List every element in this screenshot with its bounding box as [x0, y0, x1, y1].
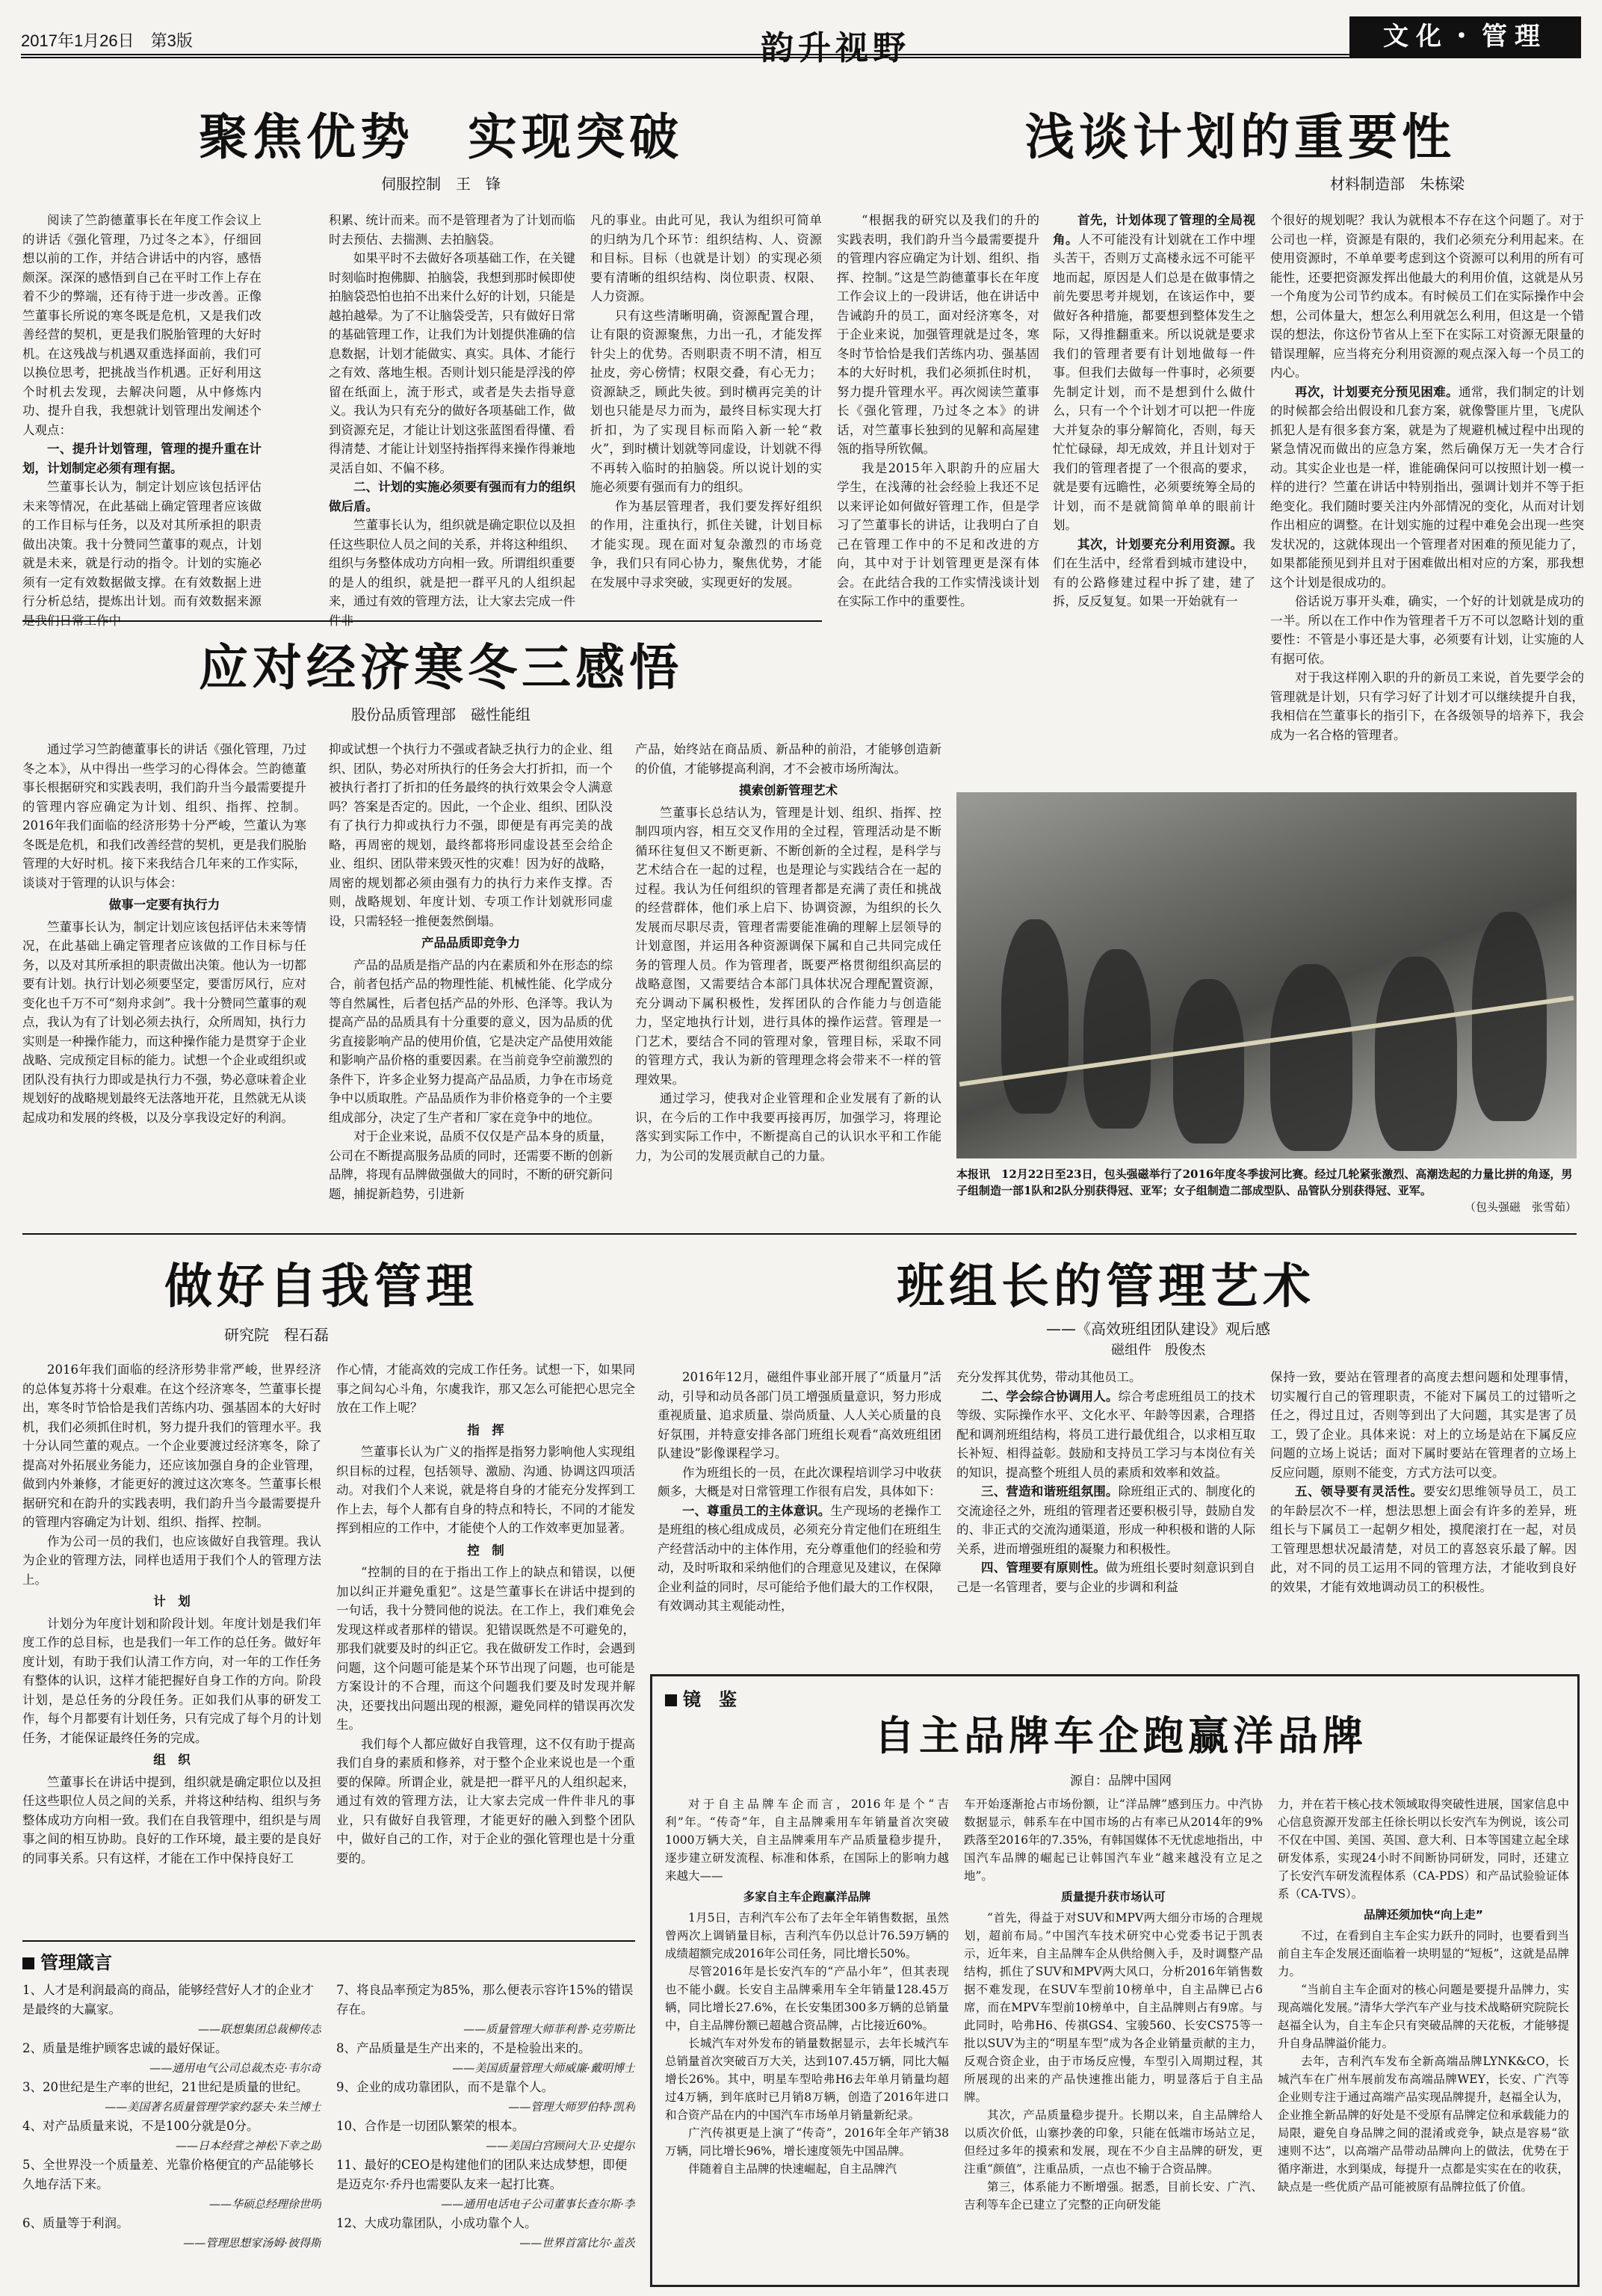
article-title-brands: 自主品牌车企跑赢洋品牌 — [874, 1712, 1367, 1759]
self-body-col2: 作心情，才能高效的完成工作任务。试想一下，如果同事之间勾心斗角，尔虞我诈，那又怎么可能把心思完全放在工作上呢？ 指 挥 竺董事长认为广义的指挥是指努力影响他人实现组织目标的过程，包括领导、激励、沟通、协调这四项活动。对我们个人来说，就是将自身的才能充分发挥到工作上去，每个人都有自身的特点和特长，不同的才能发挥到相应的工作中，才能使个人的工作效率更加显著。 控 制 “控制的目的在于指出工作上的缺点和错误，以便加以纠正并避免重犯”。这是竺董事长在讲话中提到的一句话，我十分赞同他的说法。在工作上，我们难免会发现这样或者那样的错误。犯错误既然是不可避免的，那我们就要及时的纠正它。我在做研发工作时，会遇到问题，这个问题可能是某个环节出现了问题，也可能是方案设计的不合理，而这个问题我们要及时发现并解决，还要找出问题出现的根源，避免同样的错误再次发生。 我们每个人都应做好自我管理，这不仅有助于提高我们自身的素质和修养，对于整个企业来说也是一个重要的保障。所谓企业，就是把一群平凡的人组织起来，通过有效的管理方法，让大家去完成一件件非凡的事业，只有做好自我管理，才能更好的融入到整个团队中，做好自己的工作，对于企业的强化管理也是十分重要的。 — [336, 1363, 635, 1866]
maxim-item: 7、将良品率预定为85%，那么便表示容许15%的错误存在。 ——质量管理大师菲利普·克劳斯比 — [336, 1983, 635, 2036]
winter-body-col2: 抑或试想一个执行力不强或者缺乏执行力的企业、组织、团队，势必对所执行的任务会大打折扣，而一个被执行者打了折扣的任务最终的执行效果会令人满意吗？答案是否定的。因此，一个企业、组织、团队没有了执行力抑或执行力不强，即便是有再完美的战略，再周密的规划，最终都将形同虚设甚至会给企业、组织、团队带来毁灭性的灾难！因为好的战略，周密的规划都必须由强有力的执行力来作支撑。否则，战略规划、年度计划、专项工作计划就形同虚设，只需轻轻一推便轰然倒塌。 产品品质即竞争力 产品的品质是指产品的内在素质和外在形态的综合，前者包括产品的物理性能、机械性能、化学成分等自然属性，后者包括产品的外形、色泽等。我认为提高产品的品质具有十分重要的意义，因为品质的优劣直接影响产品的使用价值，它是决定产品使用效能和影响产品价格的重要因素。在当前竞争空前激烈的条件下，许多企业努力提高产品品质，力争在市场竞争中以质取胜。产品品质作为非价格竞争的一个主要组成部分，决定了生产者和厂家在竞争中的地位。 对于企业来说，品质不仅仅是产品本身的质量，公司在不断提高服务品质的同时，还需要不断的创新品牌，将现有品牌做强做大的同时，不断的研究新问题，捕捉新趋势，引进新 — [329, 742, 613, 1201]
article-title-leader: 班组长的管理艺术 — [897, 1259, 1315, 1315]
maxims-col2 — [336, 1981, 635, 2295]
divider-mid — [22, 1233, 1577, 1235]
maxim-item: 2、质量是维护顾客忠诚的最好保证。 ——通用电气公司总裁杰克·韦尔奇 — [22, 2041, 321, 2075]
divider-art3 — [22, 620, 822, 622]
figure — [1472, 912, 1547, 1121]
photo-caption: 本报讯 12月22日至23日，包头强磁举行了2016年度冬季拔河比赛。经过几轮紧张激烈、高潮迭起的力量比拼的角逐，男子组制造一部1队和2队分别获得冠、亚军；女子组制造二部成型队、品管队分别获得冠、亚军。 （包头强磁 张雪茹） — [956, 1167, 1577, 1214]
article-byline-leader: 磁组件 殷俊杰 — [1111, 1342, 1205, 1358]
article-source-brands: 源自：品牌中国网 — [1070, 1774, 1172, 1789]
article-title-winter: 应对经济寒冬三感悟 — [199, 639, 683, 697]
square-bullet-icon — [665, 1694, 677, 1706]
photo-credit: （包头强磁 张雪茹） — [1464, 1200, 1577, 1214]
maxims-label: 管理箴言 — [22, 1948, 112, 1974]
mirror-label: 镜 鉴 — [665, 1685, 737, 1711]
planning-body-a: “根据我的研究以及我们的升的实践表明，我们韵升当今最需要提升的管理内容应确定为计划、组织、指挥、控制。”这是竺韵德董事长在年度工作会议上的一段讲话，他在讲话中告诫韵升的员工，面对经济寒冬，对于企业来说，加强管理就是过冬，寒冬时节恰恰是我们苦练内功、强基固本的大好时机，我们必须抓住时机，努力提升管理水平。再次阅读竺董事长《强化管理，乃过冬之本》的讲话，对竺董事长独到的见解和高屋建瓴的指导所钦佩。 我是2015年入职韵升的应届大学生，在浅薄的社会经验上我还不足以来评论如何做好管理工作，但是学习了竺董事长的讲话，让我明白了自己在管理工作中的不足和改进的方向，其中对于计划管理更是深有体会。在此结合我的工作实情浅谈计划在实际工作中的重要性。 首先，计划体现了管理的全局视角。人不可能没有计划就在工作中埋头苦干，否则万丈高楼永远不可能平地而起，原因是人们总是在做事情之前先要思考并规划，在该运作中，要做好各种措施，都要想到整体发生之际，又得推翻重来。所以说就是要求我们的管理者要有计划地做每一件事。但我们去做每一件事时，必须要先制定计划，而不是想到什么做什么，只有一个个计划才可以把一件庞大并复杂的事分解简化，否则，每天忙忙碌碌，却无成效，并且计划对于我们的管理者提了一个很高的要求，就是要有远瞻性，必须要统筹全局的计划，而不是就简简单单的眼前计划。 其次，计划要充分利用资源。我们在生活中，经常看到城市建设中，有的公路修建过程中拆了建，建了拆，反反复复。如果一开始就有一 — [837, 213, 1255, 608]
article-subtitle-leader: ——《高效班组团队建设》观后感 — [1046, 1320, 1270, 1338]
article-title-planning: 浅谈计划的重要性 — [1025, 108, 1456, 166]
maxim-item: 3、20世纪是生产率的世纪，21世纪是质量的世纪。 ——美国著名质量管理学家约瑟夫·朱兰博士 — [22, 2080, 321, 2114]
maxim-item: 10、合作是一切团队繁荣的根本。 ——美国白宫顾问大卫·史提尔 — [336, 2119, 635, 2152]
page-header — [21, 22, 1581, 67]
self-body-col1: 2016年我们面临的经济形势非常严峻，世界经济的总体复苏将十分艰难。在这个经济寒冬，竺董事长提出，寒冬时节恰恰是我们苦练内功、强基固本的大好时机，我们必须抓住时机，努力提升我们的管理水平。我十分认同竺董的观点。一个企业要渡过经济寒冬，除了提高对外拓展业务能力，还应该加强自身的企业管理，做到内外兼修，才能更好的渡过这次寒冬。竺董事长根据研究和在韵升的实践表明，我们韵升当今最需要提升的管理内容确定为计划、组织、指挥、控制。 作为公司一员的我们，也应该做好自我管理。我认为企业的管理方法，同样也适用于我们个人的管理方法上。 计 划 计划分为年度计划和阶段计划。年度计划是我们年度工作的总目标，也是我们一年工作的总任务。做好年度计划，有助于我们认清工作方向，对一年的工作任务有整体的认识，这样才能把握好自身工作的方向。阶段计划，是总任务的分段任务。正如我们从事的研发工作，每个月都要有计划任务，只有完成了每个月的计划任务，才能保证最终任务的完成。 组 织 竺董事长在讲话中提到，组织就是确定职位以及担任这些职位人员之间的关系，并将这种结构、组织与务整体成功方向相一致。我们在自我管理中，组织是与周事之间的相互协助。良好的工作环境，最主要的是良好的同事关系。只有这样，才能在工作中保持良好工 — [22, 1363, 321, 1866]
figure — [1270, 964, 1352, 1151]
brands-body-col1: 对于自主品牌车企而言，2016年是个“吉利”年。“传奇”年，自主品牌乘用车年销量首次突破1000万辆大关，自主品牌乘用车产品质量稳步提升，逐步建立研发流程、标准和体系，在国际上的影响力越来越大—— 多家自主车企跑赢洋品牌 1月5日，吉利汽车公布了去年全年销售数据，虽然曾两次上调销量目标，吉利汽车仍以总计76.59万辆的成绩超额完成2016年公司任务，同比增长50%。 尽管2016年是长安汽车的“产品小年”，但其表现也不能小觑。长安自主品牌乘用车全年销量128.45万辆，同比增长27.6%，在长安集团300多万辆的总销量中，自主品牌份额已超越合资品牌，占比接近60%。 长城汽车对外发布的销量数据显示，去年长城汽车总销量首次突破百万大关，达到107.45万辆，同比大幅增长26%。其中，明星车型哈弗H6去年单月销量均超过4万辆，到年底时已月销8万辆，创造了2016年进口和合资产品在内的中国汽车市场单月销量新纪录。 广汽传祺更是上演了“传奇”，2016年全年产销38万辆，同比增长96%，增长速度领先中国品牌。 伴随着自主品牌的快速崛起，自主品牌汽 — [665, 1797, 949, 2176]
maxim-item: 5、全世界没一个质量差、光靠价格便宜的产品能够长久地存活下来。 ——华硕总经理徐世明 — [22, 2158, 321, 2211]
article-title-focus: 聚焦优势 实现突破 — [199, 108, 683, 166]
article-body-col3: 凡的事业。由此可见，我认为组织可简单的归纳为几个环节：组织结构、人、资源和目标。目标（也就是计划）的实现必须要有清晰的组织结构、岗位职责、权限、人力资源。 只有这些清晰明确，资源配置合理，让有限的资源聚焦，力出一孔，才能发挥针尖上的优势。否则职责不明不清，相互扯皮，旁心傍情；权限交叠，有心无力；资源缺乏，顾此失彼。到时横再完美的计划也只能是尽力而为，最终目标实现大打折扣，为了实现目标而陷入新一轮“救火”，到时横计划就等同虚设，计划就不得不再转入临时的拍脑袋。所以说计划的实施必须要有强而有力的组织。 作为基层管理者，我们要发挥好组织的作用，注重执行，抓住关键，计划目标才能实现。现在面对复杂激烈的市场竞争，我们只有同心协力，聚焦优势，才能在发展中寻求突破，实现更好的发展。 — [590, 213, 822, 590]
winter-body-col1: 通过学习竺韵德董事长的讲话《强化管理，乃过冬之本》，从中得出一些学习的心得体会。竺韵德董事长根据研究和实践表明，我们韵升当今最需要提升的管理内容应确定为计划、组织、指挥、控制。2016年我们面临的经济形势十分严峻，竺董认为寒冬既是危机，和我们改善经营的契机，更是我们脱胎管理的大好时机。接下来我结合几年来的工作实际，谈谈对于管理的认识与体会： 做事一定要有执行力 竺董事长认为，制定计划应该包括评估未来等情况，在此基础上确定管理者应该做的工作目标与任务，以及对其所承担的职责做出决策。他认为一切都要有计划。执行计划必须要坚定，要雷厉风行，应对变化也千万不可“刻舟求剑”。我十分赞同竺董事的观点，我认为有了计划必须去执行，众所周知，执行力实则是一种操作能力，而这种操作能力是贯穿于企业战略、完成预定目标的能力。试想一个企业或组织或团队没有执行力即或是执行力不强，势必意味着企业规划好的战略规划最终无法落地开花，且然就无从谈起成功和发展的终极，以及分享我设定好的利润。 — [22, 742, 306, 1125]
leader-body-col3: 保持一致，要站在管理者的高度去想问题和处理事情，切实履行自己的管理职责，不能对下属员工的过错听之任之，得过且过，否则等到出了大问题，其实是害了员工，毁了企业。具体来说：对上的立场是站在下属反应问题的立场上说话；面对下属时要站在管理者的立场上反应问题，原则不能变，方式方法可以变。 五、领导要有灵活性。要安幻思维领导员工，员工的年龄层次不一样，想法思想上面会有许多的差异，班组长与下属员工一起朝夕相处，摸爬滚打在一起，对员工管理思想状况最清楚，对员工的喜怒哀乐最了解。因此，对不同的员工运用不同的管理方法，才能收到良好的效果，才能有效地调动员工的积极性。 — [1270, 1370, 1577, 1594]
leader-body-col2: 充分发挥其优势，带动其他员工。 二、学会综合协调用人。综合考虑班组员工的技术等级、实际操作水平、文化水平、年龄等因素，合理搭配和调剂班组结构，将员工进行最优组合，以求相互取长补短、相得益彰。鼓励和支持员工学习与本岗位有关的知识，提高整个班组人员的素质和效率和效益。 三、营造和谐班组氛围。除班组正式的、制度化的交流途径之外，班组的管理者还要积极引导，鼓励自发的、非正式的交流沟通渠道，形成一种积极和谐的人际关系，进而增强班组的凝聚力和积极性。 四、管理要有原则性。做为班组长要时刻意识到自己是一名管理者，要与企业的步调和利益 — [956, 1370, 1255, 1594]
brands-body-col2: 车开始逐渐抢占市场份额，让“洋品牌”感到压力。中汽协数据显示，韩系车在中国市场的占有率已从2014年的9%跌落至2016年的7.35%，有韩国媒体不无忧虑地指出，中国汽车品牌的崛起已让韩国汽车业“越来越没有立足之地”。 质量提升获市场认可 “首先，得益于对SUV和MPV两大细分市场的合理规划，超前布局。”中国汽车技术研究中心党委书记于凯表示，近年来，自主品牌车企从供给侧入手，及时调整产品结构，抓住了SUV和MPV两大风口，分析2016年销售数据不难发现，在SUV车型前10榜单中，自主品牌已占6席，而在MPV车型前10榜单中，自主品牌则占有9席。与此同时，哈弗H6、传祺GS4、宝骏560、长安CS75等一批以SUV为主的“明星车型”成为各企业销量贡献的主力，反观合资企业，由于市场反应慢，车型引入周期过程，其所展现的出来的产品快速推出能力，明显落后于自主品牌。 其次，产品质量稳步提升。长期以来，自主品牌给人以质次价低，山寨抄袭的印象，只能在低端市场站立足，但经过多年的摸索和发展，现在不少自主品牌的研发，更注重“颜值”，注重品质，一点也不输于合资品牌。 第三，体系能力不断增强。据悉，目前长安、广汽、吉利等车企已建立了完整的正向研发能 — [964, 1797, 1263, 2212]
article-body-col2: 积累、统计而来。而不是管理者为了计划而临时去预估、去揣测、去拍脑袋。 如果平时不去做好各项基础工作，在关键时刻临时抱佛脚、拍脑袋，我想到那时候即使拍脑袋恐怕也拍不出来什么好的计划，只能是越拍越晕。为了不让脑袋受苦，只有做好日常的基础管理工作，让我们为计划提供准确的信息数据，计划才能做实、真实。具体、才能行之有效、落地生根。否则计划只能是浮浅的停留在纸面上，流于形式，或者是失去指导意义。我认为只有充分的做好各项基础工作，做到资源充足，才能让计划这张蓝图看得懂、看得清楚、才能让计划坚持指挥得来操作得兼地灵活自如、不偏不移。 二、计划的实施必须要有强而有力的组织做后盾。 竺董事长认为，组织就是确定职位以及担任这些职位人员之间的关系，并将这种组织、组织与务整体成功方向相一致。所谓组织重要的是人的组织，就是把一群平凡的人组织起来，通过有效的管理方法，让大家去完成一件件非 — [329, 213, 575, 628]
article-byline-planning: 材料制造部 朱栋梁 — [1330, 175, 1465, 193]
divider-maxims — [22, 1940, 635, 1942]
planning-body-b: 个很好的规划呢？我认为就根本不存在这个问题了。对于公司也一样，资源是有限的，我们必须充分利用起来。在使用资源时，不单单要考虑到这个资源可以利用的所有可能性，还要把资源发挥出他最大的利用价值，这就是从另一个角度为公司节约成本。有时候员工们在实际操作中会想，公司体量大，想怎么利用就怎么利用，但这是一个错误的想法，你这份节省从上至下在实际工对资源无限量的错误理解，应当将充分利用资源的观点深入每一个员工的内心。 再次，计划要充分预见困难。通常，我们制定的计划的时候都会给出假设和几套方案，就像警匪片里，飞虎队抓犯人是有很多套方案，就是为了规避机械过程中出现的紧急情况而做出的应急方案，然后确保万无一失才合行动。其实企业也是一样，谁能确保问可以按照计划一模一样的进行？竺董在讲话中特别指出，强调计划并不等于拒绝变化。我们随时要关注内外部情况的变化，从而对计划作出相应的调整。在计划实施的过程中难免会出现一些突发状况的，这就体现出一个管理者对困难的预见能力了，如果都能预见到并且对于困难做出相对应的方案，那我想这个计划是很成功的。 俗话说万事开头难，确实，一个好的计划就是成功的一半。所以在工作中作为管理者千万不可以忽略计划的重要性：不管是小事还是大事，必须要有计划，让实施的人有据可依。 对于我这样刚入职的升的新员工来说，首先要学会的管理就是计划，只有学习好了计划才可以继续提升自我，我相信在竺董事长的指引下，在各级领导的培养下，我会成为一名合格的管理者。 — [1270, 213, 1584, 742]
maxim-item: 8、产品质量是生产出来的，不是检验出来的。 ——美国质量管理大师威廉·戴明博士 — [336, 2041, 635, 2075]
issue-date: 2017年1月26日 第3版 — [21, 31, 193, 50]
article-byline-winter: 股份品质管理部 磁性能组 — [351, 706, 531, 723]
square-bullet-icon — [22, 1957, 34, 1969]
maxim-item: 12、大成功靠团队，小成功靠个人。 ——世界首富比尔·盖茨 — [336, 2216, 635, 2250]
figure — [1173, 979, 1244, 1144]
maxim-item: 11、最好的CEO是构建他们的团队来达成梦想，即便是迈克尔·乔丹也需要队友来一起打比赛。 ——通用电话电子公司董事长查尔斯·李 — [336, 2158, 635, 2211]
maxims-col1 — [22, 1981, 321, 2295]
maxim-item: 1、人才是利润最高的商品，能够经营好人才的企业才是最终的大赢家。 ——联想集团总裁柳传志 — [22, 1983, 321, 2036]
brands-body-col3: 力，并在若干核心技术领域取得突破性进展，国家信息中心信息资源开发部主任徐长明以长安汽车为例说，该公司不仅在中国、美国、英国、意大利、日本等国建立起全球研发体系，实现24小时不间断协同研发，同时，还建立了长安汽车研发流程体系（CA-PDS）和产品试验验证体系（CA-TVS）。 品牌还须加快“向上走” 不过，在看到自主车企实力跃升的同时，也要看到当前自主车企发展还面临着一块明显的“短板”，这就是品牌力。 “当前自主车企面对的核心问题是要提升品牌力，实现高端化发展。”清华大学汽车产业与技术战略研究院院长赵福全认为，自主车企只有突破品牌的天花板，才能够提升自身品牌溢价能力。 去年，吉利汽车发布全新高端品牌LYNK&CO，长城汽车在广州车展前发布高端品牌WEY，长安、广汽等企业则专注于通过高端产品实现品牌提升，赵福全认为，企业推全新品牌的好处是不受原有品牌定位和承载能力的局限，避免自身品牌之间的混淆或竞争，缺点是容易“欲速则不达”，以高端产品带动品牌向上的做法，优势在于循序渐进，水到渠成，每提升一点都是实实在在的收获，缺点是一些优质产品可能被原有品牌拉低了价值。 — [1278, 1797, 1569, 2194]
maxim-item: 4、对产品质量来说，不是100分就是0分。 ——日本经营之神松下幸之助 — [22, 2119, 321, 2152]
figure — [1001, 919, 1068, 1114]
winter-body-col3: 产品，始终站在商品质、新品种的前沿，才能够创造新的价值，才能够提高利润，才不会被市场所淘汰。 摸索创新管理艺术 竺董事长总结认为，管理是计划、组织、指挥、控制四项内容，相互交叉作用的全过程，管理活动是不断循环往复但又不断更新、不断创新的全过程，是科学与艺术结合在一起的过程，也是理论与实践结合在一起的过程。我认为任何组织的管理者都是充满了责任和挑战的经营群体，他们承上启下、协调资源，为组织的长久发展而尽职尽责，管理者需要能准确的理解上层领导的计划意图，并运用各种资源调保下属和自己共同完成任务的管理人员。作为管理者，既要严格贯彻组织高层的战略意图，又需要结合本部门具体状况合理配置资源，充分调动下属积极性，发挥团队的合作能力与创造能力，坚定地执行计划，进行具体的操作运营。管理是一门艺术，要结合不同的管理对象，管理目标，采取不同的管理方式，我认为新的管理理念将会带来不一样的管理效果。 通过学习，使我对企业管理和企业发展有了新的认识，在今后的工作中我要再接再厉，加强学习，将理论落实到实际工作中，不断提高自己的认识水平和工作能力，为公司的发展贡献自己的力量。 — [635, 742, 941, 1163]
article-byline-self: 研究院 程石磊 — [224, 1326, 329, 1344]
tug-of-war-photo — [956, 792, 1577, 1158]
figure — [1375, 957, 1457, 1151]
maxim-item: 6、质量等于利润。 ——管理思想家汤姆·彼得斯 — [22, 2216, 321, 2250]
section-label: 文化・管理 — [1349, 16, 1581, 57]
masthead: 韵升视野 — [761, 29, 910, 67]
article-title-self: 做好自我管理 — [164, 1259, 478, 1315]
maxim-item: 9、企业的成功靠团队，而不是靠个人。 ——管理大师罗伯特·凯利 — [336, 2080, 635, 2114]
leader-body-col1: 2016年12月，磁组件事业部开展了“质量月”活动，引导和动员各部门员工增强质量意识，努力形成重视质量、追求质量、崇尚质量、人人关心质量的良好氛围，并特意安排各部门班组长观看“高效班组团队建设”影像课程学习。 作为班组长的一员，在此次课程培训学习中收获颇多，大概是对日常管理工作很有启发，具体如下： 一、尊重员工的主体意识。生产现场的老操作工是班组的核心组成成员，必须充分肯定他们在班组生产经营活动中的主体作用，充分尊重他们的经验和劳动，及时听取和采纳他们的合理意见及建议，在保障企业利益的同时，尽可能给予他们最大的工作权限，有效调动其主观能动性， — [658, 1370, 941, 1613]
figure — [1083, 949, 1151, 1129]
article-byline-focus: 伺服控制 王 锋 — [381, 175, 501, 193]
article-body-col1: 阅读了竺韵德董事长在年度工作会议上的讲话《强化管理，乃过冬之本》，仔细回想以前的工作，并结合讲话中的内容，感悟颇深。深深的感悟到自己在平时工作上存在着不少的弊端，还有待于进一步改善。正像竺董事长所说的寒冬既是危机，又是我们改善经营的契机，更是我们脱胎管理的大好时机。在这残战与机遇双重选择面前，我们可以换位思考，把挑战当作机遇。正好利用这个时机去发现，去解决问题，从中修炼内功、提升自我，我想就计划管理出发阐述个人观点： 一、提升计划管理，管理的提升重在计划，计划制定必须有理有据。 竺董事长认为，制定计划应该包括评估未来等情况，在此基础上确定管理者应该做的工作目标与任务，以及对其所承担的职责做出决策。我十分赞同竺董事的观点，计划就是未来，就是行动的指令。计划的实施必须有一定有效数据做支撑。在有效数据上进行分析总结，提炼出计划。而有效数据来源是我们日常工作中 — [22, 213, 262, 628]
